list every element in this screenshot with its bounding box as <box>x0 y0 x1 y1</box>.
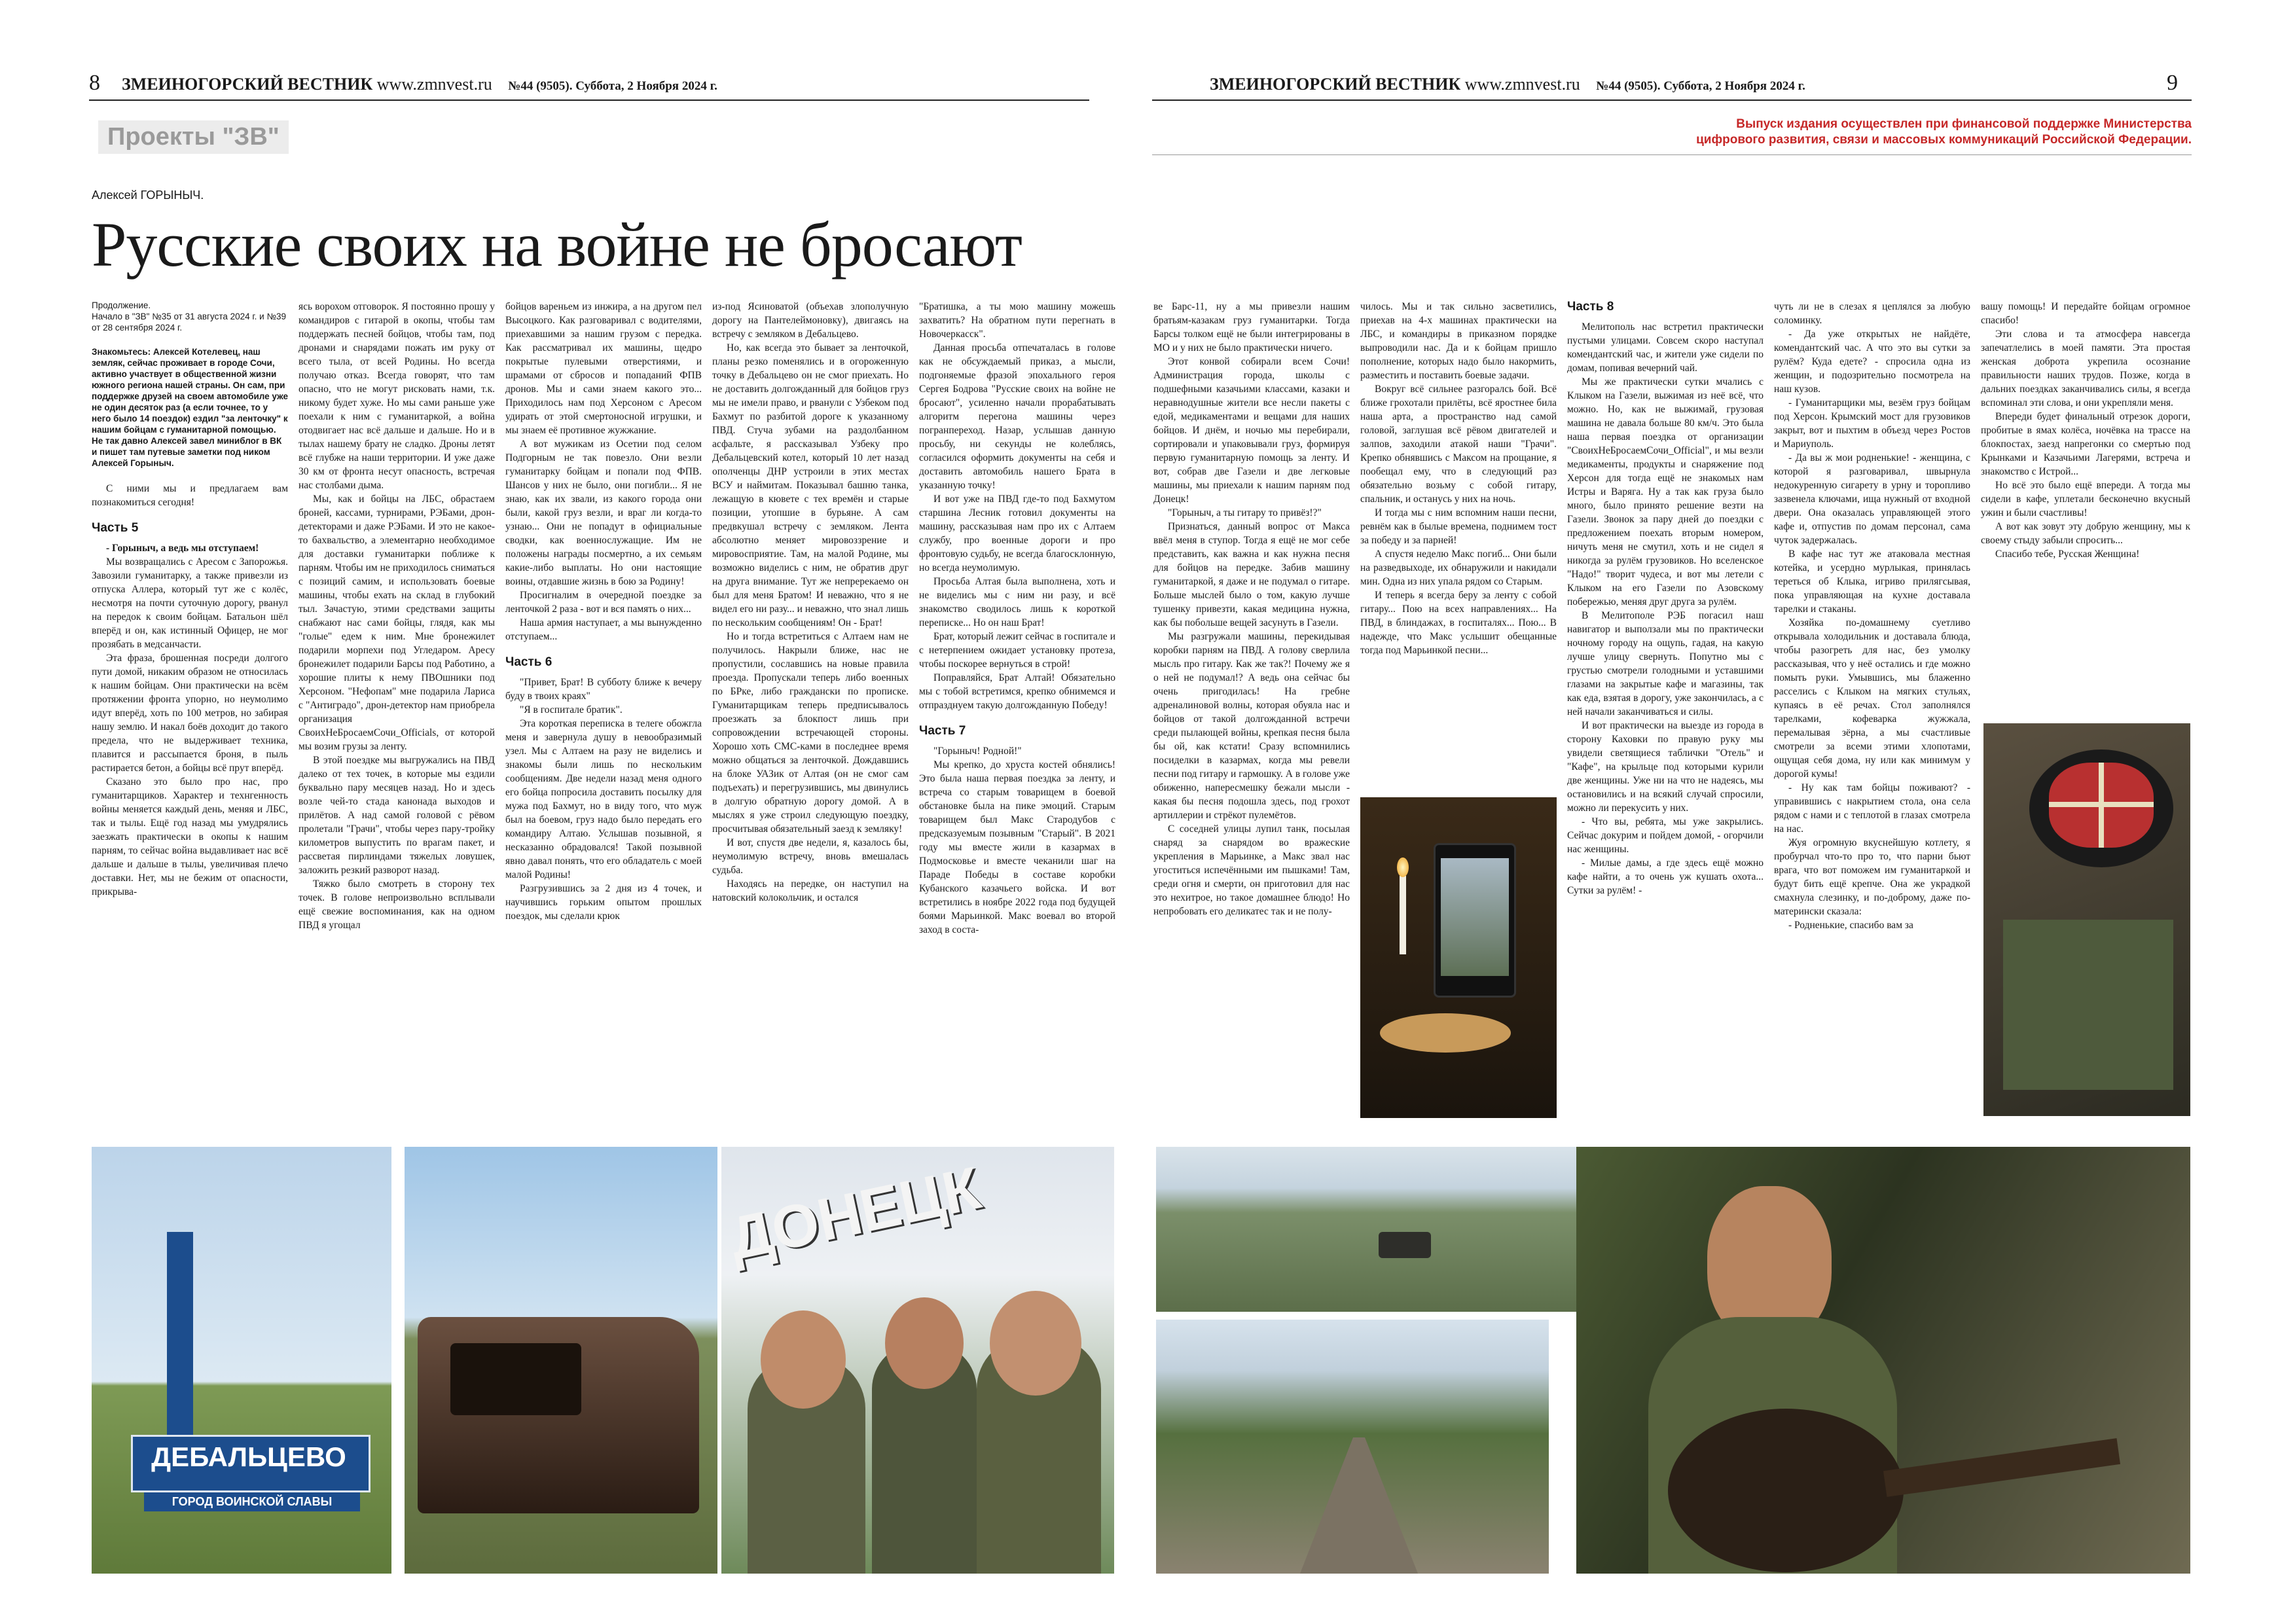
paragraph: Но и тогда встретиться с Алтаем нам не получилось. Накрыли ближе, нас не пропустили, сославшись на новые правила проезда. Пропускали теперь либо военных по БРке, либо граждански по прописке. Гуманитарщикам теперь предписывалось проезжать за блокпост лишь при сопровождении встречающей стороны. Хорошо хоть СМС-ками в последнее время можно общаться за ленточкой. Дождавшись на блоке УАЗик от Алтая (он не смог сам подъехать) и перегрузившись, мы двинулись в долгую обратную дорогу домой. А в мыслях я уже строил следующую поездку, просчитывая обязательный заезд к земляку! <box>712 631 909 835</box>
paragraph: С ними мы и предлагаем вам познакомиться сегодня! <box>92 483 288 508</box>
phone-icon <box>1434 843 1516 998</box>
continuation-note: Продолжение. <box>92 300 151 310</box>
paragraph: В этой поездке мы выгружались на ПВД далеко от тех точек, в которые мы ездили буквально пару месяцев назад. Но и здесь возле чей-то стада канонада выходов и прилётов. А над самой головой с рёвом пролетали "Грачи", чтобы через пару-тройку километров выпустить по врагам пакет, и рассветая пирлиндами тяжелых ловушек, заложить резкий разворот назад. <box>299 755 495 876</box>
paper-url: www.zmnvest.ru <box>376 75 492 94</box>
paragraph: Брат, который лежит сейчас в госпитале и с нетерпением ожидает установку протеза, чтобы поскорее вернуться в строй! <box>919 631 1115 670</box>
paragraph: Впереди будет финальный отрезок дороги, пробитые в ямах колёса, ночёвка на трассе на блокпостах, заезд напрегонки со смертью под Крынками и Казачьими Лагерями, встреча и знакомство с Истрой... <box>1981 411 2190 477</box>
text-column-7 <box>1360 300 1557 784</box>
candle-icon <box>1400 876 1406 954</box>
paragraph: - Родненькие, спасибо вам за <box>1788 920 1913 931</box>
donetsk-sign-text: ДОНЕЦК <box>723 1154 986 1273</box>
wrecked-vehicle-icon <box>1379 1232 1431 1258</box>
paragraph: И теперь я всегда беру за ленту с собой гитару... Пою на всех направлениях... На ПВД, в блиндажах, в госпиталях... Пою... В надежде, что Макс услышит обещанные тогда под Марьинкой песни... <box>1360 590 1557 656</box>
paragraph: бойцов вареньем из инжира, а на другом пел Высоцкого. Как разговаривал с водителями, приехавшими за нашим грузом с передка. Как рассматривал их машины, щедро покрытые пулевыми отверстиями, и шрамами от сбросов и попаданий ФПВ дронов. Мы и сами знаем какого это... Приходилось нам под Херсоном с Аресом удирать от этой смертоносной игрушки, и мы знаем её противное жужжание. <box>505 301 702 436</box>
paragraph: В кафе нас тут же атаковала местная котейка, и усердно мурлыкая, принялась тереться об Клыка, игриво прилягсывая, пока управляющая на кухне доставала тарелки и стаканы. <box>1774 549 1970 615</box>
text-column-3 <box>505 300 702 1111</box>
paragraph: - Милые дамы, а где здесь ещё можно кафе найти, а то очень уж кушать охота... Сутки за рулём! - <box>1567 857 1764 896</box>
section-heading: Часть 6 <box>505 655 552 669</box>
paragraph: Просигналим в очередной поездке за ленточкой 2 раза - вот и вся память о них... <box>505 590 702 615</box>
town-sign-text: ДЕБАЛЬЦЕВО <box>151 1441 346 1472</box>
paragraph: Мелитополь нас встретил практически пустыми улицами. Совсем скоро наступал комендантский час, и жители уже сидели по домам, попивая вечерний чай. <box>1567 321 1764 374</box>
road-icon <box>1300 1437 1418 1574</box>
stele-icon <box>167 1232 193 1448</box>
paper-url: www.zmnvest.ru <box>1464 75 1580 94</box>
text-column-4 <box>712 300 909 1111</box>
paragraph: И вот практически на выезде из города в сторону Каховки по правую руку мы увидели светящиеся таблички "Отель" и "Кафе", на крыльце под которыми курили две женщины. Уже ни на что не надеясь, мы остановились и на всякий случай спросили, можно ли перекусить у них. <box>1567 720 1764 814</box>
paragraph: Эти слова и та атмосфера навсегда запечатлелись в моей памяти. Эта простая женская доброта укрепила осознание правильности наших трудов. Позже, когда в дальних поездках заканчивались силы, я всегда вспоминал эти слова, и они укрепляли меня. <box>1981 329 2190 408</box>
paragraph: "Привет, Брат! В субботу ближе к вечеру буду в твоих краях" <box>505 677 702 702</box>
funding-line: Выпуск издания осуществлен при финансовой поддержке Министерства <box>1736 117 2192 131</box>
road-photo <box>1156 1320 1549 1574</box>
paragraph: Мы возвращались с Аресом с Запорожья. Завозили гуманитарку, а также привезли из отпуска Аллера, который тут же с колёс, несмотря на почти суточную дорогу, рванул на передок к своим бойцам. Батальон шёл вперёд и он, как истинный Офицер, не мог прозябать в медсанчасти. <box>92 556 288 650</box>
funding-line: цифрового развития, связи и массовых коммуникаций Российской Федерации. <box>1696 133 2192 147</box>
paragraph: Спасибо тебе, Русская Женщина! <box>1995 549 2140 560</box>
header-rule-right <box>1152 99 2192 101</box>
paragraph: Поправляйся, Брат Алтай! Обязательно мы с тобой встретимся, крепко обнимемся и отпразднуем такую долгожданную Победу! <box>919 672 1115 711</box>
article-headline: Русские своих на войне не бросают <box>92 209 1022 280</box>
paragraph: И тогда мы с ним вспомним наши песни, ревнём как в былые времена, поднимем тост за победу и за парней! <box>1360 507 1557 546</box>
paragraph: А вот мужикам из Осетии под селом Подгорным не так повезло. Они везли гуманитарку бойцам и попали под ФПВ. Шансов у них не было, они погибли... Я не знаю, как их звали, из какого города они были, какой груз везли, и враг ли когда-то узнаю... Они не попадут в официальные сводки, как военнослужащие. Им не положены награды посмертно, а их семьям какие-либо выплаты. Но они настоящие воины, отдавшие жизнь в бою за Родину! <box>505 439 702 587</box>
paragraph: из-под Ясиноватой (объехав злополучную дорогу на Пантелеймоновку), двигаясь на встречу с земляком в Дебальцево. <box>712 301 909 340</box>
group-selfie-photo <box>721 1147 1114 1574</box>
section-heading: Часть 8 <box>1567 300 1614 314</box>
paragraph: Хозяйка по-домашнему суетливо открывала холодильник и доставала блюда, чтобы разогреть для нас, без умолку рассказывая, что у неё остались и где можно помыть руки. Умывшись, мы блаженно расселись с Клыком на мягких стульях, купаясь в её речах. Стол заполнялся тарелками, кофеварка жужжала, перемалывая зёрна, а мы счастливые смотрели за всеми этими хлопотами, ощущая себя дома, ну или как минимум у дорогой кумы! <box>1774 617 1970 780</box>
page-number-left: 8 <box>89 71 100 95</box>
paragraph: Но, как всегда это бывает за ленточкой, планы резко поменялись и в огороженную точку в Дебальцево он не смог приехать. Но не доставить долгожданный для бойцов груз мы не имели право, и рванули с Узбеком под Бахмут по разбитой дороге к указанному ПВД. Стуча зубами на раздолбанном асфальте, я рассказывал Узбеку про Дебальцевский котел, который 10 лет назад ополченцы ДНР устроили в этих местах ВСУ и наймитам. Показывал башню танка, лежащую в кювете с тех времён и старые позиции, утопшие в бурьяне. А сам предвкушал встречу с земляком. Лента абсолютно меняет мировоззрение и мировосприятие. Там, на малой Родине, мы возможно виделись с ним, не обратив друг на друга внимание. Тут же непререкаемо он был для меня Братом! И неважно, что я не видел его ни разу... и неважно, что знал лишь по нескольким сообщениям! Он - Брат! <box>712 342 909 628</box>
cossack-hat-photo <box>1983 723 2190 1116</box>
guitar-icon <box>1668 1409 1904 1572</box>
paragraph: С соседней улицы лупил танк, посылая снаряд за снарядом во вражеские укрепления в Марьинке, а Макс звал нас угоститься испечёнными им пышками! Там, среди огня и смерти, он приготовил для нас это нехитрое, но такое домашнее блюдо! Но непробовать его деликатес так и не полу- <box>1153 823 1350 917</box>
paragraph: А вот как зовут эту добрую женщину, мы к своему стыду забыли спросить... <box>1981 521 2190 546</box>
continuation-note: Начало в "ЗВ" №35 от 31 августа 2024 г. и №39 от 28 сентября 2024 г. <box>92 312 286 333</box>
paragraph: Эта короткая переписка в телеге обожгла меня и завернула душу в невообразимый узел. Мы с Алтаем на разу не виделись и знакомы были лишь по нескольким сообщениям. Две недели назад меня одного его бойца попросила доставить посылку для мужа под Бахмут, но в виду того, что муж был на боевом, груз надо было передать его командиру Алтаю. Услышав позывной, я несказанно обрадовался! Такой позывной явно давал понять, что его обладатель с моей малой Родины! <box>505 718 702 880</box>
divider <box>1152 154 2192 155</box>
paragraph: - Да вы ж мои родненькие! - женщина, с которой я разговаривал, швырнула недокуренную сигарету в урну и торопливо зазвенела ключами, ища нужный от входной двери. Она оказалась управляющей этого кафе и, отпустив по домам персонал, сама чуток задержалась. <box>1774 452 1970 546</box>
paragraph: ясь ворохом отговорок. Я постоянно прошу у командиров с гитарой в окопы, чтобы там поддержать песней бойцов, чтобы там, под дронами и снарядами пожать им руку от всего тыла, от всей Родины. Но всегда получаю отказ. Всегда говорят, что там опасно, что не могут рисковать нами, т.к. никому будет хуже. Но мы сами раньше уже поехали к ним с гуманитаркой, а война отодвигает нас всё дальше и дальше. Но и в тылах нашему брату не сладко. Дроны летят всё глубже на наши территории. И уже даже 30 км от фронта несут опасность, встречая нас столбами дыма. <box>299 301 495 491</box>
text-column-6 <box>1153 300 1350 1111</box>
running-head-right <box>1210 75 1805 94</box>
guitar-player-photo <box>1576 1147 2190 1574</box>
issue-info: №44 (9505). Суббота, 2 Ноября 2024 г. <box>508 79 717 93</box>
paragraph: Этот конвой собирали всем Сочи! Администрация города, школы с подшефными казачьими классами, казаки и неравнодушные жители все несли пакеты с едой, медикаментами и вещами для наших бойцов. И днём, и ночью мы перебирали, сортировали и упаковывали груз, формируя первую гуманитарную помощь за ленту. И вот, собрав две Газели и две легковые машины, мы приехали к нашим парням под Донецк! <box>1153 356 1350 505</box>
bread-icon <box>1380 1013 1511 1053</box>
paragraph: Эта фраза, брошенная посреди долгого пути домой, никаким образом не относилась к нашим бойцам. Они практически на всём протяжении фронта упорно, но неумолимо идут вперёд, хоть по 100 метров, но забирая нашу землю. И накал боёв доходит до такого предела, что не выдерживает техника, плавится и рассыпается броня, в пыль растирается бетон, а бойцы всё прут вперёд. <box>92 653 288 774</box>
paragraph: "Горыныч, а ты гитару то привёз!?" <box>1168 507 1322 518</box>
paragraph: Жуя огромную вкуснейшую котлету, я пробурчал что-то про то, что парни бьют врага, что вот поможем им гуманитаркой и будут бить ещё крепче. Она же украдкой смахнула слезинку, и по-доброму, даже по-матерински сказала: <box>1774 837 1970 917</box>
issue-info: №44 (9505). Суббота, 2 Ноября 2024 г. <box>1596 79 1805 93</box>
memorial-photo <box>1360 797 1557 1118</box>
paragraph: Мы разгружали машины, перекидывая коробки парням на ПВД. А голову сверлила мысль про гитару. Как же так?! Почему же я о ней не подумал!? А ведь она сейчас бы очень пригодилась! На гребне адреналиновой волны, которая обуяла нас и бойцов от такой долгожданной встречи среди пылающей войны, крепкая песня была бы ой, как кстати! Сразу вспомнились посиделки в казармах, когда мы ревели песни под гитару и гармошку. А в голове уже обиженно, напересмешку бежали мысли - какая бы песня подошла здесь, под грохот артиллерии и стрёкот пулемётов. <box>1153 631 1350 821</box>
paragraph: Вокруг всё сильнее разгоралсь бой. Всё ближе грохотали прилёты, всё яростнее била наша арта, а пространство над самой головой, заглушая всё рёвом двигателей и залпов, заходили атакой наши "Грачи". Крепко обнявшись с Максом на прощание, я пообещал ему, что в следующий раз обязательно возьму с собой гитару, спальник, и останусь у них на ночь. <box>1360 384 1557 505</box>
paragraph: Наша армия наступает, а мы вынужденно отступаем... <box>505 617 702 642</box>
paragraph: Данная просьба отпечаталась в голове как не обсуждаемый приказ, а мысли, подгоняемые фразой эпохального героя Сергея Бодрова "Русские своих на войне не бросают", усиленно начали прорабатывать алгоритм перегона машины через погранпереход. Назар, услышав данную просьбу, ни секунды не колеблясь, согласился оформить документы на себя и доставить автомобиль нашего Брата в указанную точку! <box>919 342 1115 491</box>
section-heading: Часть 5 <box>92 521 139 535</box>
paragraph: "Братишка, а ты мою машину можешь захватить? На обратном пути перегнать в Новочеркасск". <box>919 301 1115 340</box>
paragraph: Признаться, данный вопрос от Макса ввёл меня в ступор. Тогда я ещё не мог себе представить, как важна и как нужна песня для бойцов на передке. Забив машину гуманитаркой, я даже и не подумал о гитаре. Больше мыслей было о том, какую лучше тушенку привезти, какая медицина нужна, как бы побольше вещей засунуть в Газели. <box>1153 521 1350 628</box>
running-head-left <box>122 75 717 94</box>
paragraph: Тяжко было смотреть в сторону тех точек. В голове непроизвольно всплывали ещё свежие воспоминания, как на одном ПВД я угощал <box>299 878 495 931</box>
text-column-1 <box>92 300 288 1111</box>
text-column-8 <box>1567 300 1764 1111</box>
paragraph: Сказано это было про нас, про гуманитарщиков. Характер и технгенность войны меняется каждый день, меняя и ЛБС, так и тылы. Ещё год назад мы умудрялись заезжать практически в окопы к нашим парням, то сейчас война выдавливает нас всё дальше и дальше в тылы, увеличивая плечо доставки. Нет, мы не бежим от опасности, прикрыва- <box>92 776 288 897</box>
paragraph: вашу помощь! И передайте бойцам огромное спасибо! <box>1981 301 2190 326</box>
debaltsevo-sign-photo <box>92 1147 391 1574</box>
paragraph: "Горыныч! Родной!" <box>933 746 1022 757</box>
paragraph: - Гуманитарщики мы, везём груз бойцам под Херсон. Крымский мост для грузовиков закрыт, вот и пыхтим в объезд через Ростов и Мариуполь. <box>1774 397 1970 450</box>
paragraph: Мы же практически сутки мчались с Клыком на Газели, выжимая из неё всё, что можно. Но, как не выжимай, грузовая машина не давала больше 80 км/ч. Это была наша первая поездка от организации "СвоихНеБросаемСочи_Official", и мы везли медикаменты, продукты и снаряжение под Херсон для тогда ещё не знакомых нам Истры и Варяга. Ну а так как груза было много, было принято решение везти на Газели. Звонок за пару дней до поездки с предложением поехать вторым номером, ничуть меня не смутил, хоть и не сидел я никогда за рулём грузовиков. Но вселенское "Надо!" творит чудеса, и вот мы летели с Клыком на его Газели по Азовскому побережью, меняя друг друга за рулём. <box>1567 376 1764 607</box>
paragraph: Мы, как и бойцы на ЛБС, обрастаем броней, кассами, турнирами, РЭБами, дрон-детекторами и даже РЭБами. И это не какое-то бахвальство, а элементарно необходимое для доставки гуманитарки поближе к парням. Чтобы им не приходилось сниматься с позиций самим, и использовать боевые машины, чтобы ехать на склад в глубокий тыл. Зачастую, этими средствами защиты снабжают нас сами бойцы, глядя, как мы "голые" едем к ним. Мне бронежилет подарили морпехи под Угледаром. Аресу бронежилет подарили Барсы под Работино, а хорошие плиты к нему ПВОшники под Херсоном. "Нефопам" мне подарила Лариса с "Антиградо", дрон-детектор нам приобрела организация СвоихНеБросаемСочи_Officials, от которой мы возим грузы за ленту. <box>299 494 495 752</box>
paragraph: В Мелитополе РЭБ погасил наш навигатор и выползали мы по практически ночному городу на ощупь, гадая, на какую лучше улицу свернуть. Попутно мы с грустью смотрели голодными и уставшими глазами на закрытые кафе и магазины, так как еда, взятая в дорогу, уже закончилась, а с ней начали заканчиваться и силы. <box>1567 610 1764 717</box>
paragraph: Но всё это было ещё впереди. А тогда мы сидели в кафе, уплетали бесконечно вкусный ужин и были счастливы! <box>1981 480 2190 518</box>
paragraph: И вот, спустя две недели, я, казалось бы, неумолимую встречу, вновь вмешалась судьба. <box>712 837 909 876</box>
intro-text: Знакомьтесь: Алексей Котелевец, наш земляк, сейчас проживает в городе Сочи, активно участвует в общественной жизни южного региона нашей страны. Он сам, при поддержке друзей на своем автомобиле уже не один десяток раз (а если точнее, то у него было 14 поездок) ездил "за ленточку" к нашим бойцам с гуманитарной помощью. Не так давно Алексей завел миниблог в ВК и пишет там путевые заметки под ником Алексей Горыныч. <box>92 347 288 468</box>
paper-name: ЗМЕИНОГОРСКИЙ ВЕСТНИК <box>122 75 373 94</box>
military-gear-icon <box>2003 920 2173 1090</box>
paragraph: Просьба Алтая была выполнена, хоть и не виделись мы с ним ни разу, и всё знакомство сводилось лишь к короткой переписке... Но он наш Брат! <box>919 576 1115 628</box>
paragraph: И вот уже на ПВД где-то под Бахмутом старшина Лесник готовил документы на машину, рассказывая нам про их с Алтаем службу, про военные дороги и про фронтовую судьбу, не всегда благосклонную, но всегда неумолимую. <box>919 494 1115 573</box>
paragraph: чуть ли не в слезах я цеплялся за любую соломинку. <box>1774 301 1970 326</box>
text-column-10 <box>1981 300 2190 719</box>
burned-car-photo <box>405 1147 717 1574</box>
text-column-2 <box>299 300 495 1111</box>
paragraph: Находясь на передке, он наступил на натовский колокольчик, и остался <box>712 878 909 903</box>
paper-name: ЗМЕИНОГОРСКИЙ ВЕСТНИК <box>1210 75 1461 94</box>
funding-note <box>1440 117 2192 148</box>
paragraph: Мы крепко, до хруста костей обнялись! Это была наша первая поездка за ленту, и встреча со старым товарищем в боевой обстановке была на пике эмоций. Старым товарищем был Макс Стародубов с предсказуемым позывным "Старый". В 2021 году мы вместе жили в казармах в Подмосковье и вместе чеканили шаг на Параде Победы в составе коробки Кубанского казачьего войска. И вот встретились в ноябре 2022 года под будущей боями Марьинкой. Макс воевал во второй заход в соста- <box>919 759 1115 935</box>
paragraph: А спустя неделю Макс погиб... Они были на разведвыходе, их обнаружили и накидали мин. Одна из них упала рядом со Старым. <box>1360 549 1557 587</box>
paragraph: - Ну как там бойцы поживают? - управившись с накрытием стола, она села рядом с нами и с теплотой в глазах смотрела на нас. <box>1774 782 1970 835</box>
section-heading: Часть 7 <box>919 724 966 738</box>
header-rule-left <box>89 99 1089 101</box>
page-number-right: 9 <box>2167 71 2178 95</box>
paragraph: чилось. Мы и так сильно засветились, приехав на 4-х машинах практически на ЛБС, и командиры в приказном порядке выпроводили нас. Да и к бойцам пришло пополнение, которых надо было накормить, разместить и поставить боевые задачи. <box>1360 301 1557 381</box>
paragraph: "Я в госпитале братик". <box>520 704 623 715</box>
paragraph: Разгрузившись за 2 дня из 4 точек, и научившись горьким опытом прошлых поездок, мы сделали крюк <box>505 883 702 922</box>
paragraph: ве Барс-11, ну а мы привезли нашим братьям-казакам груз гуманитарки. Тогда Барсы толком ещё не были интегрированы в МО и у них не было практически ничего. <box>1153 301 1350 353</box>
paragraph: - Горыныч, а ведь мы отступаем! <box>106 543 259 554</box>
paragraph: - Да уже открытых не найдёте, комендантский час. А что это вы сутки за рулём? Куда едете? - спросила одна из женщин, и подозрительно посмотрела на наш кузов. <box>1774 329 1970 395</box>
text-column-9 <box>1774 300 1970 1111</box>
author-byline: Алексей ГОРЫНЫЧ. <box>92 189 204 202</box>
town-sign-subtitle: ГОРОД ВОИНСКОЙ СЛАВЫ <box>144 1492 360 1511</box>
section-label: Проекты "ЗВ" <box>98 120 289 154</box>
paragraph: - Что вы, ребята, мы уже закрылись. Сейчас докурим и пойдем домой, - огорчили нас женщины. <box>1567 816 1764 855</box>
text-column-5 <box>919 300 1115 1111</box>
